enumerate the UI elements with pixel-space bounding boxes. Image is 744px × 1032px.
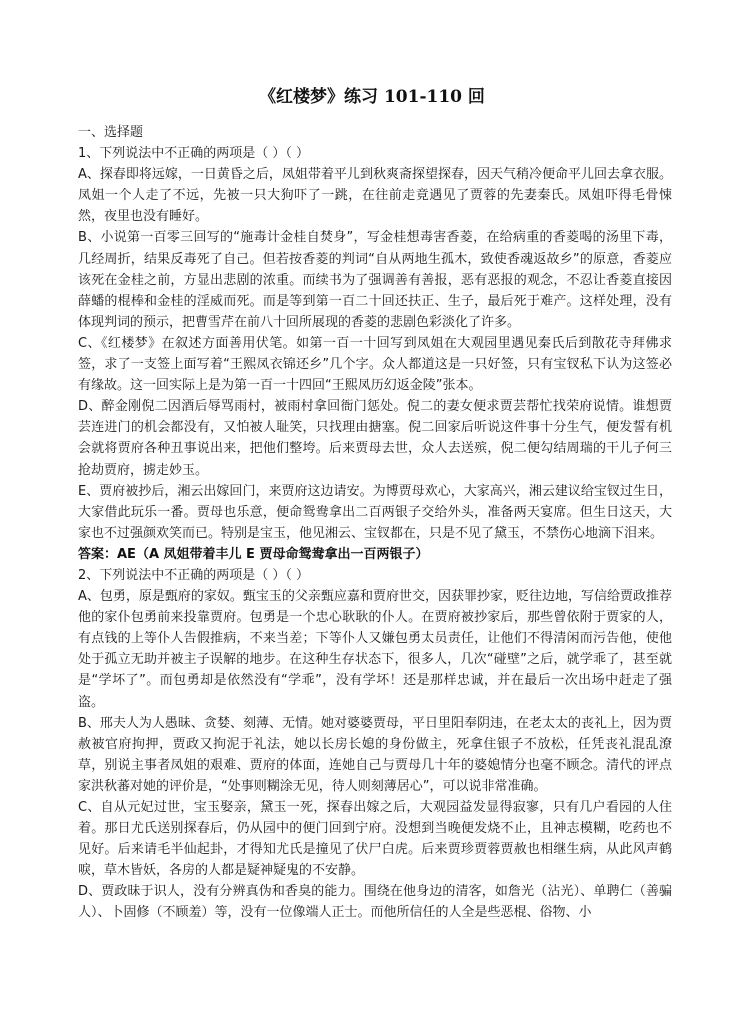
- question-2-option-b: B、邢夫人为人愚昧、贪婪、刻薄、无情。她对婆婆贾母，平日里阳奉阴违，在老太太的丧礼上，因为贾赦被官府拘押，贾政又拘泥于礼法，她以长房长媳的身份做主，死拿住银子不放松，任凭丧礼混乱潦草，别说主事者凤姐的艰难、贾府的体面，连她自己与贾母几十年的婆媳情分也毫不顾念。清代的评点家洪秋蕃对她的评价是，“处事则糊涂无见，待人则刻薄居心”，可以说非常准确。: [78, 715, 672, 794]
- section-heading: 一、选择题: [78, 125, 144, 140]
- question-1-option-c: C、《红楼梦》在叙述方面善用伏笔。如第一百一十回写到凤姐在大观园里遇见秦氏后到散花寺拜佛求签，求了一支签上面写着“王熙凤衣锦还乡”几个字。众人都道这是一只好签，只有宝钗私下认为这签必有缘故。这一回实际上是为第一百一十四回“王熙凤历幻返金陵”张本。: [78, 335, 672, 394]
- page-title: 《红楼梦》练习 101-110 回: [259, 87, 485, 107]
- question-1-stem: 1、下列说法中不正确的两项是（ ）（ ）: [78, 146, 310, 162]
- question-1-answer: 答案：AE（A 凤姐带着丰儿 E 贾母命鸳鸯拿出一百两银子）: [78, 546, 429, 562]
- question-1-option-b: B、小说第一百零三回写的“施毒计金桂自焚身”，写金桂想毒害香菱，在给病重的香菱喝的汤里下毒，几经周折，结果反毒死了自己。但若按香菱的判词“自从两地生孤木，致使香魂返故乡”的原意，香菱应该死在金桂之前，方显出悲剧的浓重。而续书为了强调善有善报，恶有恶报的观念，不忍让香菱直接因薛蟠的棍棒和金桂的淫威而死。而是等到第一百二十回还扶正、生子，最后死于难产。这样处理，没有体现判词的预示，把曹雪芹在前八十回所展现的香菱的悲剧色彩淡化了许多。: [78, 230, 672, 330]
- question-2-stem: 2、下列说法中不正确的两项是（ ）（ ）: [78, 567, 310, 583]
- question-1-option-d: D、醉金刚倪二因酒后辱骂雨村，被雨村拿回衙门惩处。倪二的妻女便求贾芸帮忙找荣府说情。谁想贾芸连进门的机会都没有，又怕被人耻笑，只找理由搪塞。倪二回家后听说这件事十分生气，便发誓有机会就将贾府各种丑事说出来，把他们整垮。后来贾母去世，众人去送殡，倪二便勾结周瑞的干儿子何三抢劫贾府，掳走妙玉。: [78, 399, 672, 478]
- question-1-option-e: E、贾府被抄后，湘云出嫁回门，来贾府这边请安。为博贾母欢心，大家高兴，湘云建议给宝钗过生日，大家借此玩乐一番。贾母也乐意，便命鸳鸯拿出二百两银子交给外头，准备两天宴席。但生日这天，大家也不过强颜欢笑而已。特别是宝玉，他见湘云、宝钗都在，只是不见了黛玉，不禁伤心地滴下泪来。: [78, 483, 672, 541]
- document-body: [78, 122, 672, 924]
- question-2-option-d: D、贾政昧于识人，没有分辨真伪和香臭的能力。围绕在他身边的清客，如詹光（沾光）、单聘仁（善骗人）、卜固修（不顾羞）等，没有一位像端人正士。而他所信任的人全是些恶棍、俗物、小: [78, 884, 672, 921]
- question-2-option-a: A、包勇，原是甄府的家奴。甄宝玉的父亲甄应嘉和贾府世交，因获罪抄家，贬往边地，写信给贾政推荐他的家仆包勇前来投靠贾府。包勇是一个忠心耿耿的仆人。在贾府被抄家后，那些曾依附于贾家的人，有点钱的上等仆人告假推病，不来当差；下等仆人又嫌包勇太员责任，让他们不得清闲而污告他，使他处于孤立无助并被主子误解的地步。在这种生存状态下，很多人，几次“碰壁”之后，就学乖了，甚至就是“学坏了”。而包勇却是依然没有“学乖”，没有学坏！还是那样忠诚，并在最后一次出场中赶走了强盗。: [78, 589, 672, 710]
- question-2-option-c: C、自从元妃过世，宝玉娶亲，黛玉一死，探春出嫁之后，大观园益发显得寂寥，只有几户看园的人住着。那日尤氏送别探春后，仍从园中的便门回到宁府。没想到当晚便发烧不止，且神志模糊，吃药也不见好。后来请毛半仙起卦，才得知尤氏是撞见了伏尸白虎。后来贾珍贾蓉贾赦也相继生病，从此风声鹤唳，草木皆妖，各房的人都是疑神疑鬼的不安静。: [78, 800, 672, 879]
- question-1-option-a: A、探春即将远嫁，一日黄昏之后，凤姐带着平儿到秋爽斋探望探春，因天气稍冷便命平儿回去拿衣服。凤姐一个人走了不远，先被一只大狗吓了一跳，在往前走竟遇见了贾蓉的先妻秦氏。凤姐吓得毛骨悚然，夜里也没有睡好。: [78, 167, 672, 225]
